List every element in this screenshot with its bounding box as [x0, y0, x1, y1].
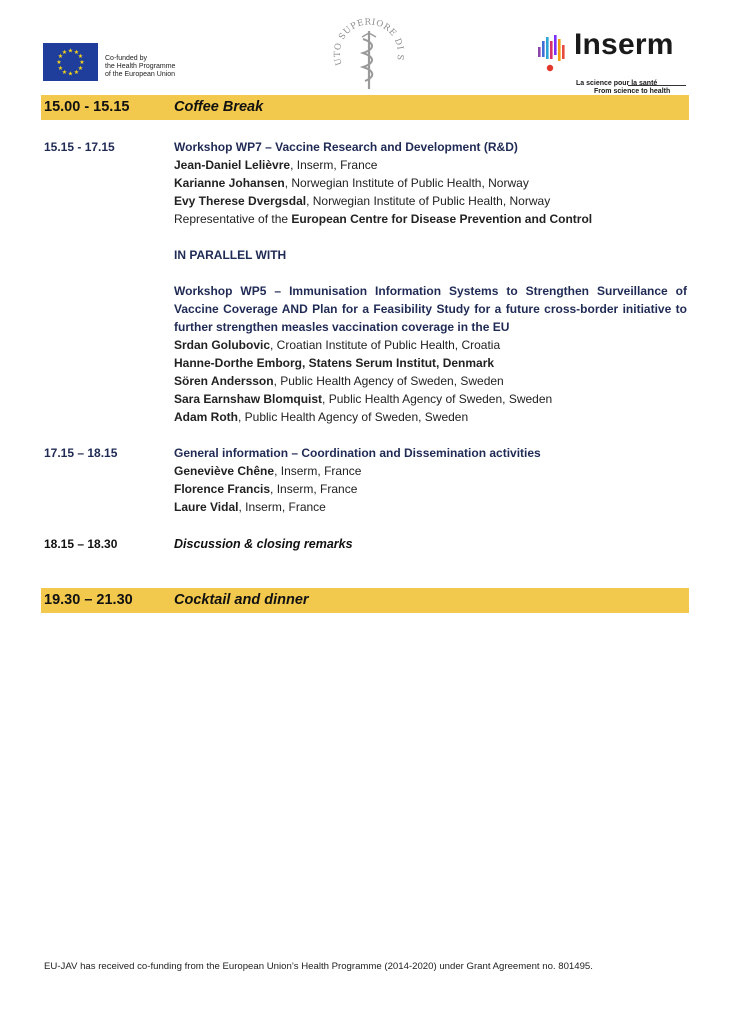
svg-text:ISTITUTO SUPERIORE DI SANITÀ: UTO SUPERIORE DI S	[332, 17, 406, 67]
inserm-tagline-en: From science to health	[594, 88, 671, 95]
speaker-line: Sören Andersson, Public Health Agency of Sweden, Sweden	[174, 374, 504, 388]
wp5-title: Workshop WP5 – Immunisation Information Systems to Strengthen Surveillance of Vaccine Coverage AND Plan for a Feasibility Study for a future cross-border initiative to further strengthen measles vaccination coverage in the EU	[174, 284, 687, 334]
inserm-tagline-fr: La science pour la santé	[576, 80, 658, 87]
speaker-line: Srdan Golubovic, Croatian Institute of Public Health, Croatia	[174, 338, 501, 352]
speaker-line: Florence Francis, Inserm, France	[174, 482, 358, 496]
svg-text:★: ★	[57, 65, 64, 72]
inserm-wordmark: Inserm	[574, 28, 674, 61]
slot-time: 19.30 – 21.30	[44, 592, 133, 608]
svg-text:★: ★	[56, 59, 62, 66]
cocktail-band	[41, 588, 689, 613]
svg-text:★: ★	[79, 59, 85, 66]
in-parallel-label: IN PARALLEL WITH	[174, 248, 287, 262]
general-title: General information – Coordination and Dissemination activities	[174, 446, 541, 460]
svg-text:★: ★	[77, 65, 84, 72]
wp5-block	[174, 282, 687, 426]
eu-flag-icon	[43, 43, 98, 81]
speaker-line: Sara Earnshaw Blomquist, Public Health Agency of Sweden, Sweden	[174, 392, 553, 406]
speaker-line: Hanne-Dorthe Emborg, Statens Serum Institut, Denmark	[174, 356, 495, 370]
inserm-bars-icon	[536, 33, 572, 73]
svg-text:★: ★	[67, 70, 74, 78]
discussion-block	[174, 535, 687, 553]
wp7-block	[174, 138, 687, 228]
tagline-rule	[628, 85, 686, 86]
inserm-logo	[536, 28, 696, 97]
eu-cofunded-logo	[43, 43, 203, 83]
parallel-block	[174, 246, 687, 264]
svg-text:★: ★	[61, 49, 68, 56]
eu-caption: Co-funded by the Health Programme of the European Union	[105, 55, 176, 78]
speaker-line: Adam Roth, Public Health Agency of Sweden, Sweden	[174, 410, 469, 424]
discussion-time: 18.15 – 18.30	[44, 537, 118, 551]
speaker-line: Karianne Johansen, Norwegian Institute of Public Health, Norway	[174, 176, 529, 190]
wp7-title: Workshop WP7 – Vaccine Research and Development (R&D)	[174, 140, 518, 154]
general-block	[174, 444, 687, 516]
svg-text:★: ★	[73, 69, 80, 76]
speaker-line: Geneviève Chêne, Inserm, France	[174, 464, 362, 478]
funding-footer: EU-JAV has received co-funding from the European Union’s Health Programme (2014-2020) under Grant Agreement no. 801495.	[44, 961, 593, 972]
svg-text:★: ★	[73, 49, 80, 56]
iss-seal-logo	[329, 17, 409, 93]
general-time: 17.15 – 18.15	[44, 446, 118, 460]
speaker-line: Laure Vidal, Inserm, France	[174, 500, 326, 514]
coffee-break-band	[41, 95, 689, 120]
wp7-time: 15.15 - 17.15	[44, 140, 115, 154]
svg-text:★: ★	[57, 53, 64, 60]
speaker-line: Jean-Daniel Lelièvre, Inserm, France	[174, 158, 378, 172]
svg-text:★: ★	[77, 53, 84, 60]
representative-line: Representative of the European Centre for Disease Prevention and Control	[174, 212, 593, 226]
slot-title: Coffee Break	[174, 99, 264, 115]
slot-title: Cocktail and dinner	[174, 592, 309, 608]
speaker-line: Evy Therese Dvergsdal, Norwegian Institute of Public Health, Norway	[174, 194, 551, 208]
discussion-title: Discussion & closing remarks	[174, 537, 353, 551]
svg-text:★: ★	[61, 69, 68, 76]
slot-time: 15.00 - 15.15	[44, 99, 130, 115]
svg-text:★: ★	[67, 47, 74, 55]
